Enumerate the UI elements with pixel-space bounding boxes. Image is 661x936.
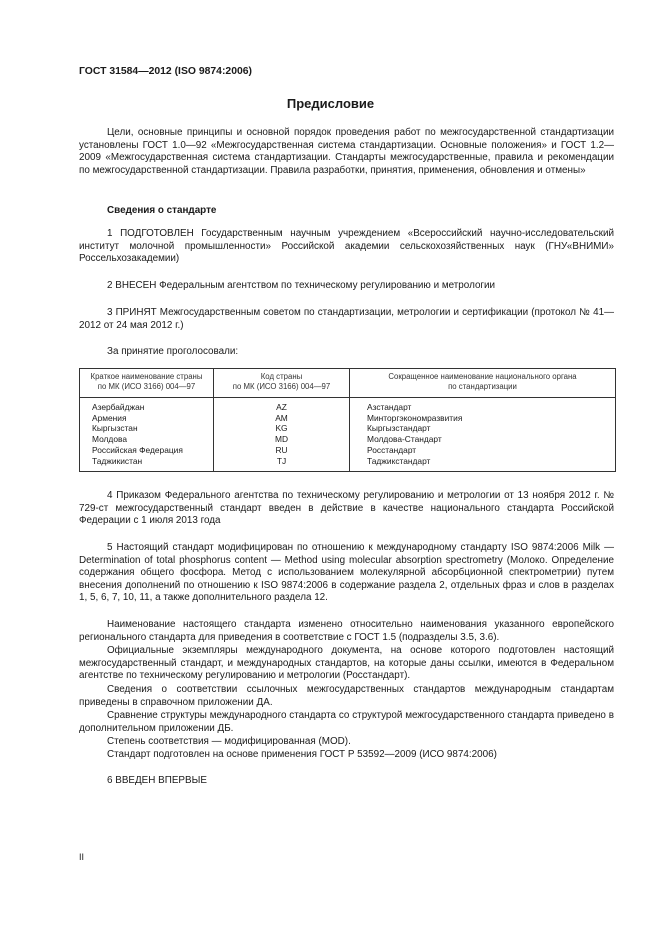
table-row — [80, 423, 616, 434]
item-4-order: 4 Приказом Федерального агентства по техническому регулированию и метрологии от 13 ноября 2012 г. № 729-ст межгосударственный стандарт введен в действие в качестве национального стандарта Российской Федерации с 1 июля 2013 года — [79, 490, 614, 527]
document-header: ГОСТ 31584—2012 (ISO 9874:2006) — [79, 66, 252, 77]
voting-table — [79, 368, 616, 472]
column-header-body: Сокращенное наименование национального органа по стандартизации — [350, 369, 616, 398]
code-cell: RU — [214, 445, 350, 456]
code-cell: AZ — [214, 397, 350, 412]
table-row — [80, 434, 616, 445]
code-cell: AM — [214, 413, 350, 424]
item-5-modified: 5 Настоящий стандарт модифицирован по отношению к международному стандарту ISO 9874:2006 Milk — Determination of total phosphorus content — Method using molecular absorption spectrometry (Молоко. Определение содержания общего фосфора. Метод с использованием молекулярной абсорбционной спектрометрии) путем внесения дополнений по отношению к ISO 9874:2006 в содержание раздела 2, отдельных фраз и слов в разделах 1, 5, 6, 7, 10, 11, а также дополнительного раздела 12. — [79, 542, 614, 604]
country-cell: Кыргызстан — [80, 423, 214, 434]
body-cell: Молдова-Стандарт — [350, 434, 616, 445]
country-cell: Армения — [80, 413, 214, 424]
table-row — [80, 445, 616, 456]
country-cell: Российская Федерация — [80, 445, 214, 456]
item-3-adopted: 3 ПРИНЯТ Межгосударственным советом по стандартизации, метрологии и сертификации (протокол № 41—2012 от 24 мая 2012 г.) — [79, 307, 614, 331]
table-header-row — [80, 369, 616, 398]
vote-intro: За принятие проголосовали: — [107, 346, 239, 357]
item-5-annex-da: Сведения о соответствии ссылочных межгосударственных стандартов международным стандартам приведены в справочном приложении ДА. — [79, 684, 614, 708]
item-1-prepared: 1 ПОДГОТОВЛЕН Государственным научным учреждением «Всероссийский научно-исследовательский институт молочной промышленности» Российской академии сельскохозяйственных наук (ГНУ«ВНИМИ» Россельхозакадемии) — [79, 228, 614, 265]
item-6-introduced: 6 ВВЕДЕН ВПЕРВЫЕ — [107, 775, 207, 786]
table-row — [80, 397, 616, 412]
body-cell: Минторгэкономразвития — [350, 413, 616, 424]
column-header-country: Краткое наименование страны по МК (ИСО 3166) 004—97 — [80, 369, 214, 398]
section-heading: Сведения о стандарте — [107, 205, 217, 216]
item-5-basis: Стандарт подготовлен на основе применения ГОСТ Р 53592—2009 (ИСО 9874:2006) — [107, 749, 497, 760]
item-5-name-note: Наименование настоящего стандарта изменено относительно наименования указанного европейского регионального стандарта для приведения в соответствие с ГОСТ 1.5 (подразделы 3.5, 3.6). — [79, 619, 614, 643]
item-5-annex-db: Сравнение структуры международного стандарта со структурой межгосударственного стандарта приведено в дополнительном приложении ДБ. — [79, 710, 614, 734]
body-cell: Кыргызстандарт — [350, 423, 616, 434]
country-cell: Азербайджан — [80, 397, 214, 412]
body-cell: Росстандарт — [350, 445, 616, 456]
code-cell: TJ — [214, 456, 350, 471]
country-cell: Таджикистан — [80, 456, 214, 471]
item-2-submitted: 2 ВНЕСЕН Федеральным агентством по техническому регулированию и метрологии — [107, 280, 496, 291]
page-number: II — [79, 852, 85, 862]
body-cell: Азстандарт — [350, 397, 616, 412]
table-row — [80, 413, 616, 424]
item-5-degree: Степень соответствия — модифицированная (MOD). — [107, 736, 351, 747]
column-header-code: Код страны по МК (ИСО 3166) 004—97 — [214, 369, 350, 398]
body-cell: Таджикстандарт — [350, 456, 616, 471]
item-5-official-copies: Официальные экземпляры международного документа, на основе которого подготовлен настоящий межгосударственный стандарт, и международных стандартов, на которые даны ссылки, имеются в Федеральном агентстве по техническому регулированию и метрологии (Росстандарт). — [79, 645, 614, 682]
intro-paragraph: Цели, основные принципы и основной порядок проведения работ по межгосударственной стандартизации установлены ГОСТ 1.0—92 «Межгосударственная система стандартизации. Основные положения» и ГОСТ 1.2—2009 «Межгосударственная система стандартизации. Стандарты межгосударственные, правила и рекомендации по межгосударственной стандартизации. Правила разработки, принятия, применения, обновления и отмены» — [79, 127, 614, 176]
table-row — [80, 456, 616, 471]
code-cell: MD — [214, 434, 350, 445]
code-cell: KG — [214, 423, 350, 434]
country-cell: Молдова — [80, 434, 214, 445]
page-title: Предисловие — [286, 96, 375, 111]
